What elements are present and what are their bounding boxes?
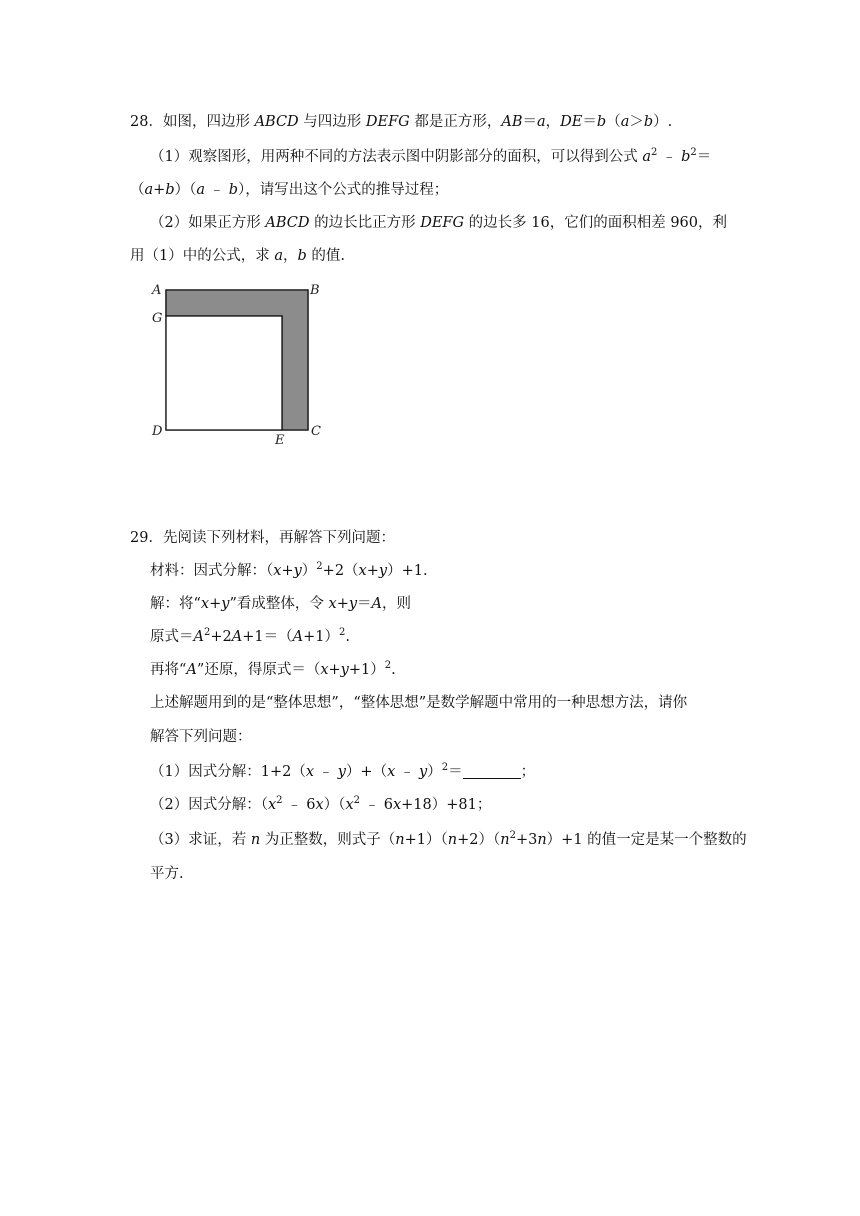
q29-sub-3-cont: 平方. bbox=[150, 866, 184, 882]
q29-sub-3: （3）求证，若 n 为正整数，则式子$(n+1)(n+2)(n^2+3n)+1$ 的值一定是某一个整数的 bbox=[150, 830, 747, 848]
label-c: C bbox=[311, 424, 321, 439]
square-defg bbox=[166, 316, 282, 430]
q28-part2-line-1: （2）如果正方形 ABCD 的边长比正方形 DEFG 的边长多 16，它们的面积相差 960，利 bbox=[150, 215, 727, 231]
label-e: E bbox=[275, 433, 285, 448]
squares-figure bbox=[148, 278, 338, 453]
q29-solution-2: 原式$=A^2+2A+1=(A+1)^2$. bbox=[150, 627, 350, 645]
q29-sub-1: （1）因式分解：1+2（x ﹣ y）+（x ﹣ y）$^2$＝ ； bbox=[150, 762, 536, 780]
answer-blank bbox=[463, 764, 521, 779]
q29-solution-1: 解：将“x+y”看成整体，令 x+y＝A，则 bbox=[150, 596, 412, 612]
label-g: G bbox=[152, 311, 163, 326]
q29-sub-2: （2）因式分解：（$x^2$ ﹣ $6x)(x^2$ ﹣ 6x+18）+81； bbox=[150, 795, 492, 813]
q28-part2-line-2: 用（1）中的公式，求 a，b 的值. bbox=[130, 248, 346, 264]
q29-intro: 29．先阅读下列材料，再解答下列问题： bbox=[130, 530, 395, 546]
q29-solution-3: 再将“A”还原，得原式$=(x+y+1)^2$. bbox=[150, 660, 396, 678]
q29-explanation-2: 解答下列问题： bbox=[150, 729, 252, 745]
q28-part1-line-1: （1）观察图形，用两种不同的方法表示图中阴影部分的面积，可以得到公式 $a^2$ ﹣ $b^2=$ bbox=[150, 147, 712, 165]
label-b: B bbox=[310, 283, 320, 298]
q29-material: 材料：因式分解：$(x+y)^2+2(x+y)+1$. bbox=[150, 561, 428, 579]
label-a: A bbox=[152, 283, 162, 298]
label-d: D bbox=[152, 424, 163, 439]
q28-line-1: 28．如图，四边形 ABCD 与四边形 DEFG 都是正方形，AB＝a，DE＝b（a＞b）. bbox=[130, 114, 673, 130]
q29-explanation-1: 上述解题用到的是“整体思想”，“整体思想”是数学解题中常用的一种思想方法，请你 bbox=[150, 695, 688, 711]
q28-part1-line-2: （a+b）（a ﹣ b），请写出这个公式的推导过程； bbox=[130, 182, 449, 198]
